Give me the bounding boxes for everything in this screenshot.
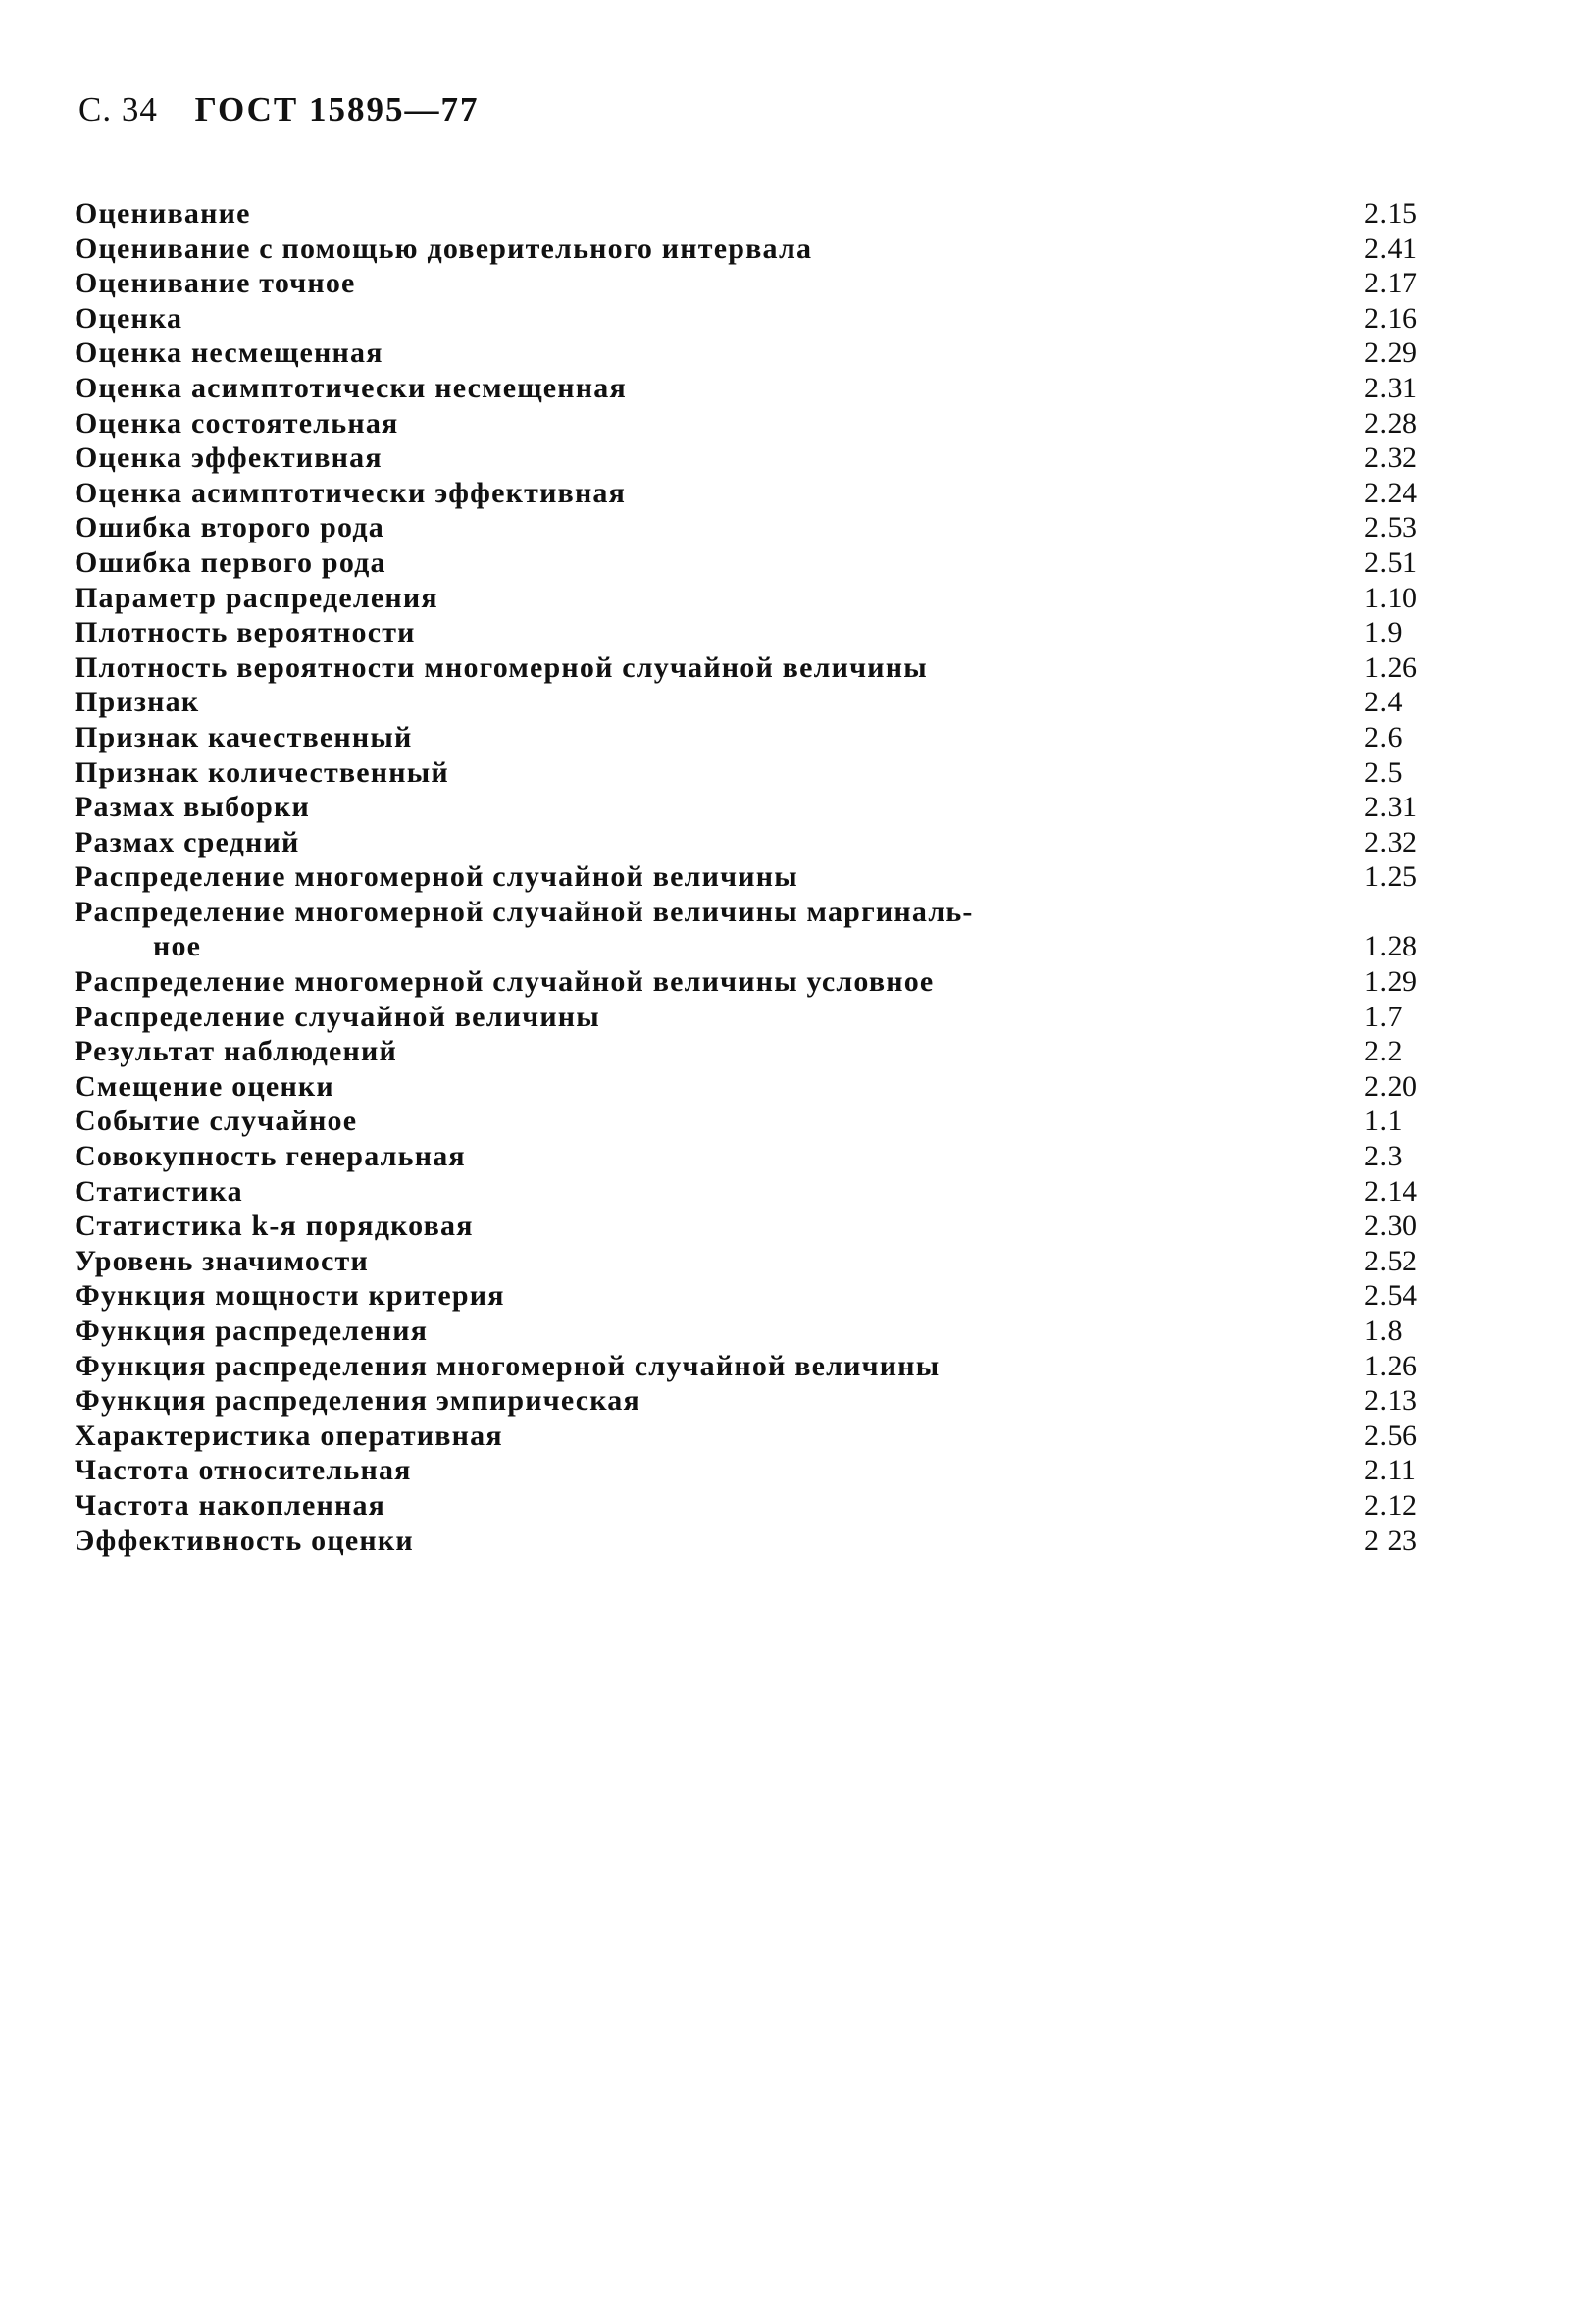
index-ref: 2.29	[1364, 336, 1418, 370]
index-term: Функция распределения	[75, 1315, 429, 1347]
index-term: Уровень значимости	[75, 1244, 369, 1277]
index-term: Частота относительная	[75, 1454, 412, 1487]
index-entry	[75, 964, 1448, 1000]
index-entry	[75, 1314, 1448, 1349]
index-ref: 2.2	[1364, 1035, 1403, 1068]
index-term: Ошибка второго рода	[75, 511, 384, 544]
index-ref: 2.32	[1364, 825, 1418, 858]
index-term: Размах средний	[75, 825, 300, 858]
index-term: Статистика	[75, 1174, 243, 1208]
index-term: Оценка асимптотически несмещенная	[75, 371, 627, 404]
index-term: Оценка несмещенная	[75, 336, 383, 370]
index-ref: 2.12	[1364, 1488, 1418, 1522]
index-ref: 2.13	[1364, 1384, 1418, 1418]
index-term: Эффективность оценки	[75, 1524, 414, 1557]
index-entry	[75, 440, 1448, 476]
index-entry	[75, 1034, 1448, 1069]
index-term: Распределение многомерной случайной величины условное	[75, 965, 935, 999]
index-ref: 2.31	[1364, 371, 1418, 404]
index-term: Признак качественный	[75, 720, 413, 753]
index-term: Результат наблюдений	[75, 1035, 397, 1068]
index-term: Частота накопленная	[75, 1488, 386, 1522]
index-ref: 1.8	[1364, 1315, 1403, 1347]
index-term: Размах выборки	[75, 791, 310, 824]
index-term-line1: Распределение многомерной случайной величины маргиналь-	[75, 895, 974, 928]
index-ref: 2.52	[1364, 1244, 1418, 1277]
index-ref: 2.31	[1364, 791, 1418, 824]
index-term	[75, 895, 974, 964]
index-term: Оценка асимптотически эффективная	[75, 476, 627, 509]
index-entry	[75, 755, 1448, 791]
index-ref: 2.20	[1364, 1069, 1418, 1103]
index-ref: 2.32	[1364, 441, 1418, 475]
index-entry	[75, 1453, 1448, 1488]
index-term: Ошибка первого рода	[75, 545, 386, 579]
index-entry	[75, 1209, 1448, 1244]
index-entry	[75, 232, 1448, 267]
index-entry	[75, 1349, 1448, 1384]
index-entry-wrapped	[75, 895, 1448, 964]
index-entry	[75, 615, 1448, 650]
index-entry	[75, 196, 1448, 232]
index-entry	[75, 510, 1448, 545]
index-ref: 2.16	[1364, 301, 1418, 335]
index-entry	[75, 476, 1448, 511]
term-index-list	[75, 196, 1448, 1558]
index-entry	[75, 1244, 1448, 1279]
index-entry	[75, 545, 1448, 581]
index-entry	[75, 1419, 1448, 1454]
index-term: Плотность вероятности многомерной случайной величины	[75, 650, 928, 684]
index-ref: 1.29	[1364, 965, 1418, 999]
index-term: Функция распределения эмпирическая	[75, 1384, 640, 1418]
index-ref: 2.30	[1364, 1210, 1418, 1243]
index-entry	[75, 1278, 1448, 1314]
index-ref: 2.3	[1364, 1140, 1403, 1173]
index-entry	[75, 1139, 1448, 1174]
index-ref: 2.51	[1364, 545, 1418, 579]
index-ref: 2.15	[1364, 197, 1418, 230]
index-ref: 2.41	[1364, 232, 1418, 265]
index-term: Признак количественный	[75, 755, 449, 789]
index-term: Плотность вероятности	[75, 616, 416, 649]
index-entry	[75, 336, 1448, 371]
index-term: Оценка	[75, 301, 183, 335]
index-ref: 2.54	[1364, 1279, 1418, 1313]
index-ref: 2 23	[1364, 1524, 1418, 1557]
index-entry	[75, 1524, 1448, 1559]
index-term: Параметр распределения	[75, 581, 438, 614]
index-term: Оценивание	[75, 197, 251, 230]
index-term: Оценка состоятельная	[75, 406, 399, 439]
index-entry	[75, 581, 1448, 616]
index-ref: 1.10	[1364, 581, 1418, 614]
index-entry	[75, 406, 1448, 441]
index-entry	[75, 1174, 1448, 1210]
index-term: Функция распределения многомерной случайной величины	[75, 1349, 941, 1382]
index-ref: 1.28	[1364, 930, 1418, 963]
index-term: Совокупность генеральная	[75, 1140, 466, 1173]
index-ref: 2.6	[1364, 720, 1403, 753]
index-entry	[75, 650, 1448, 686]
index-term: Характеристика оперативная	[75, 1419, 503, 1452]
index-ref: 2.5	[1364, 755, 1403, 789]
index-entry	[75, 825, 1448, 860]
index-term: Оценивание с помощью доверительного интервала	[75, 232, 813, 265]
index-ref: 2.4	[1364, 686, 1403, 719]
index-ref: 2.14	[1364, 1174, 1418, 1208]
index-entry	[75, 1000, 1448, 1035]
index-entry	[75, 266, 1448, 301]
index-ref: 2.56	[1364, 1419, 1418, 1452]
index-ref: 2.28	[1364, 406, 1418, 439]
index-entry	[75, 720, 1448, 755]
index-term: Событие случайное	[75, 1105, 358, 1138]
index-ref: 1.25	[1364, 860, 1418, 894]
index-entry	[75, 1488, 1448, 1524]
index-entry	[75, 685, 1448, 720]
index-ref: 2.24	[1364, 476, 1418, 509]
index-ref: 1.26	[1364, 1349, 1418, 1382]
index-entry	[75, 790, 1448, 825]
index-term: Распределение многомерной случайной величины	[75, 860, 798, 894]
index-term: Распределение случайной величины	[75, 1000, 600, 1033]
index-ref: 1.7	[1364, 1000, 1403, 1033]
index-term: Функция мощности критерия	[75, 1279, 505, 1313]
index-entry	[75, 371, 1448, 406]
index-ref: 1.9	[1364, 616, 1403, 649]
index-entry	[75, 859, 1448, 895]
index-term: Статистика k-я порядковая	[75, 1210, 474, 1243]
index-entry	[75, 1069, 1448, 1105]
index-entry	[75, 1383, 1448, 1419]
index-ref: 1.1	[1364, 1105, 1403, 1138]
index-ref: 2.17	[1364, 267, 1418, 300]
index-term: Признак	[75, 686, 200, 719]
index-ref: 1.26	[1364, 650, 1418, 684]
index-entry	[75, 301, 1448, 336]
index-term: Оценка эффективная	[75, 441, 383, 475]
index-term-line2: ное	[153, 930, 202, 963]
index-term: Смещение оценки	[75, 1069, 334, 1103]
index-entry	[75, 1104, 1448, 1139]
index-ref: 2.11	[1364, 1454, 1417, 1487]
standard-code: ГОСТ 15895—77	[194, 90, 480, 129]
index-term: Оценивание точное	[75, 267, 356, 300]
index-ref: 2.53	[1364, 511, 1418, 544]
page-header	[78, 90, 480, 129]
page-number: С. 34	[78, 90, 158, 129]
